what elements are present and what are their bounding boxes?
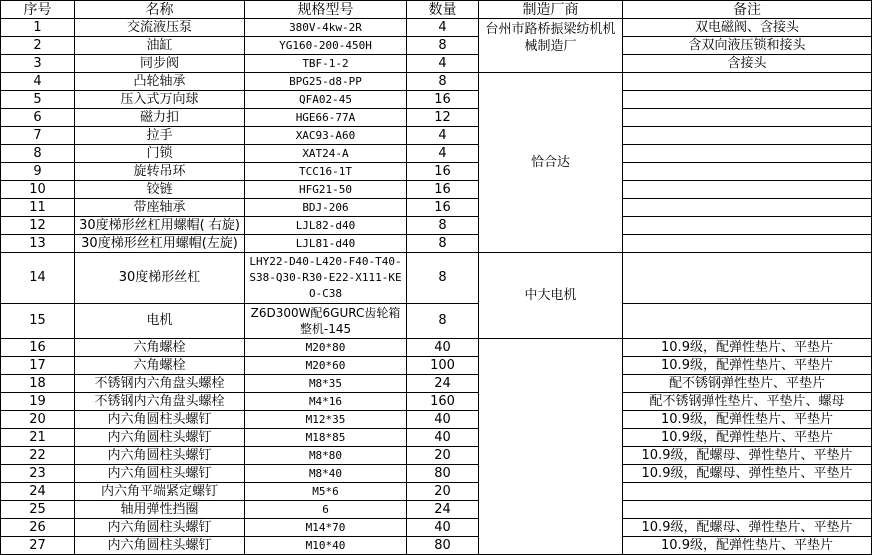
- cell-note[interactable]: 10.9级，配弹性垫片、平垫片: [623, 411, 872, 429]
- cell-name[interactable]: 不锈钢内六角盘头螺栓: [75, 375, 245, 393]
- cell-no[interactable]: 1: [1, 19, 75, 37]
- header-spec[interactable]: 规格型号: [245, 1, 407, 19]
- cell-qty[interactable]: 160: [407, 393, 479, 411]
- cell-note[interactable]: [623, 181, 872, 199]
- table-row: [1, 465, 872, 483]
- cell-no[interactable]: 9: [1, 163, 75, 181]
- cell-qty[interactable]: 80: [407, 465, 479, 483]
- cell-spec[interactable]: M20*60: [245, 357, 407, 375]
- cell-qty[interactable]: 8: [407, 73, 479, 91]
- cell-name[interactable]: 内六角平端紧定螺钉: [75, 483, 245, 501]
- cell-no[interactable]: 3: [1, 55, 75, 73]
- cell-name[interactable]: 门锁: [75, 145, 245, 163]
- cell-name[interactable]: 六角螺栓: [75, 357, 245, 375]
- cell-no[interactable]: 12: [1, 217, 75, 235]
- cell-qty[interactable]: 8: [407, 37, 479, 55]
- cell-no[interactable]: 2: [1, 37, 75, 55]
- cell-no[interactable]: 27: [1, 537, 75, 555]
- cell-note[interactable]: 10.9级，配螺母、弹性垫片、平垫片: [623, 519, 872, 537]
- cell-qty[interactable]: 40: [407, 339, 479, 357]
- cell-note[interactable]: 10.9级，配弹性垫片、平垫片: [623, 339, 872, 357]
- table-row: [1, 181, 872, 199]
- cell-spec[interactable]: M12*35: [245, 411, 407, 429]
- cell-note[interactable]: 10.9级，配弹性垫片、平垫片: [623, 357, 872, 375]
- cell-manufacturer[interactable]: 中大电机: [479, 253, 623, 339]
- cell-name[interactable]: 不锈钢内六角盘头螺栓: [75, 393, 245, 411]
- cell-qty[interactable]: 24: [407, 501, 479, 519]
- cell-no[interactable]: 18: [1, 375, 75, 393]
- table-row: [1, 253, 872, 304]
- cell-qty[interactable]: 4: [407, 55, 479, 73]
- cell-name[interactable]: 内六角圆柱头螺钉: [75, 411, 245, 429]
- cell-name[interactable]: 旋转吊环: [75, 163, 245, 181]
- cell-note[interactable]: [623, 253, 872, 304]
- cell-note[interactable]: 配不锈钢弹性垫片、平垫片: [623, 375, 872, 393]
- cell-note[interactable]: [623, 145, 872, 163]
- cell-name[interactable]: 同步阀: [75, 55, 245, 73]
- cell-note[interactable]: [623, 73, 872, 91]
- table-row: [1, 339, 872, 357]
- cell-name[interactable]: 30度梯形丝杠用螺帽(左旋): [75, 235, 245, 253]
- cell-spec[interactable]: M8*35: [245, 375, 407, 393]
- cell-manufacturer[interactable]: 恰合达: [479, 73, 623, 253]
- cell-name[interactable]: 内六角圆柱头螺钉: [75, 519, 245, 537]
- cell-manufacturer[interactable]: 台州市路桥振梁纺机机械制造厂: [479, 19, 623, 73]
- cell-spec[interactable]: LJL82-d40: [245, 217, 407, 235]
- table-row: [1, 199, 872, 217]
- table-row: [1, 235, 872, 253]
- cell-note[interactable]: [623, 217, 872, 235]
- cell-spec[interactable]: 380V-4kw-2R: [245, 19, 407, 37]
- table-row: [1, 37, 872, 55]
- cell-no[interactable]: 7: [1, 127, 75, 145]
- cell-no[interactable]: 25: [1, 501, 75, 519]
- cell-note[interactable]: [623, 501, 872, 519]
- header-name[interactable]: 名称: [75, 1, 245, 19]
- cell-qty[interactable]: 40: [407, 519, 479, 537]
- cell-no[interactable]: 20: [1, 411, 75, 429]
- cell-spec[interactable]: M5*6: [245, 483, 407, 501]
- cell-spec[interactable]: HGE66-77A: [245, 109, 407, 127]
- cell-name[interactable]: 带座轴承: [75, 199, 245, 217]
- cell-spec[interactable]: BDJ-206: [245, 199, 407, 217]
- table-row: [1, 393, 872, 411]
- cell-manufacturer-empty[interactable]: [479, 339, 623, 555]
- cell-name[interactable]: 交流液压泵: [75, 19, 245, 37]
- cell-no[interactable]: 6: [1, 109, 75, 127]
- cell-name[interactable]: 内六角圆柱头螺钉: [75, 537, 245, 555]
- cell-spec[interactable]: LJL81-d40: [245, 235, 407, 253]
- cell-note[interactable]: 含接头: [623, 55, 872, 73]
- header-row: [1, 1, 872, 19]
- cell-qty[interactable]: 4: [407, 19, 479, 37]
- cell-no[interactable]: 22: [1, 447, 75, 465]
- cell-spec[interactable]: TCC16-1T: [245, 163, 407, 181]
- cell-no[interactable]: 10: [1, 181, 75, 199]
- cell-qty[interactable]: 16: [407, 91, 479, 109]
- header-no[interactable]: 序号: [1, 1, 75, 19]
- table-row: [1, 519, 872, 537]
- cell-spec[interactable]: TBF-1-2: [245, 55, 407, 73]
- cell-spec[interactable]: Z6D300W配6GURC齿轮箱整机-145: [245, 304, 407, 339]
- cell-note[interactable]: 10.9级，配螺母、弹性垫片、平垫片: [623, 465, 872, 483]
- cell-spec[interactable]: LHY22-D40-L420-F40-T40-S38-Q30-R30-E22-X111-KEO-C38: [245, 253, 407, 304]
- cell-qty[interactable]: 16: [407, 181, 479, 199]
- cell-no[interactable]: 16: [1, 339, 75, 357]
- cell-note[interactable]: [623, 199, 872, 217]
- cell-no[interactable]: 15: [1, 304, 75, 339]
- cell-no[interactable]: 5: [1, 91, 75, 109]
- cell-note[interactable]: 10.9级，配弹性垫片、平垫片: [623, 429, 872, 447]
- cell-no[interactable]: 13: [1, 235, 75, 253]
- cell-spec[interactable]: YG160-200-450H: [245, 37, 407, 55]
- cell-no[interactable]: 24: [1, 483, 75, 501]
- table-row: [1, 145, 872, 163]
- table-row: [1, 304, 872, 339]
- cell-qty[interactable]: 8: [407, 304, 479, 339]
- cell-note[interactable]: [623, 163, 872, 181]
- cell-name[interactable]: 拉手: [75, 127, 245, 145]
- cell-qty[interactable]: 16: [407, 199, 479, 217]
- cell-no[interactable]: 19: [1, 393, 75, 411]
- cell-qty[interactable]: 40: [407, 429, 479, 447]
- cell-spec[interactable]: XAC93-A60: [245, 127, 407, 145]
- cell-spec[interactable]: M10*40: [245, 537, 407, 555]
- table-row: [1, 501, 872, 519]
- cell-note[interactable]: 双电磁阀、含接头: [623, 19, 872, 37]
- cell-qty[interactable]: 80: [407, 537, 479, 555]
- cell-name[interactable]: 铰链: [75, 181, 245, 199]
- cell-note[interactable]: [623, 235, 872, 253]
- table-row: [1, 55, 872, 73]
- cell-note[interactable]: 配不锈钢弹性垫片、平垫片、螺母: [623, 393, 872, 411]
- cell-no[interactable]: 11: [1, 199, 75, 217]
- table-row: [1, 375, 872, 393]
- table-row: [1, 19, 872, 37]
- table-row: [1, 357, 872, 375]
- table-row: [1, 91, 872, 109]
- cell-qty[interactable]: 24: [407, 375, 479, 393]
- cell-name[interactable]: 30度梯形丝杠用螺帽( 右旋): [75, 217, 245, 235]
- cell-note[interactable]: 含双向液压锁和接头: [623, 37, 872, 55]
- cell-qty[interactable]: 8: [407, 217, 479, 235]
- cell-qty[interactable]: 4: [407, 127, 479, 145]
- cell-qty[interactable]: 20: [407, 483, 479, 501]
- cell-name[interactable]: 30度梯形丝杠: [75, 253, 245, 304]
- cell-note[interactable]: [623, 304, 872, 339]
- cell-qty[interactable]: 40: [407, 411, 479, 429]
- cell-name[interactable]: 轴用弹性挡圈: [75, 501, 245, 519]
- cell-spec[interactable]: M8*40: [245, 465, 407, 483]
- cell-qty[interactable]: 16: [407, 163, 479, 181]
- table-row: [1, 429, 872, 447]
- table-row: [1, 483, 872, 501]
- header-qty[interactable]: 数量: [407, 1, 479, 19]
- cell-name[interactable]: 油缸: [75, 37, 245, 55]
- cell-note[interactable]: [623, 127, 872, 145]
- cell-no[interactable]: 26: [1, 519, 75, 537]
- cell-no[interactable]: 17: [1, 357, 75, 375]
- cell-spec[interactable]: M8*80: [245, 447, 407, 465]
- table-row: [1, 217, 872, 235]
- table-row: [1, 411, 872, 429]
- cell-name[interactable]: 磁力扣: [75, 109, 245, 127]
- cell-spec[interactable]: M14*70: [245, 519, 407, 537]
- cell-no[interactable]: 14: [1, 253, 75, 304]
- cell-qty[interactable]: 12: [407, 109, 479, 127]
- cell-note[interactable]: [623, 483, 872, 501]
- cell-name[interactable]: 凸轮轴承: [75, 73, 245, 91]
- table-row: [1, 537, 872, 555]
- cell-note[interactable]: [623, 109, 872, 127]
- cell-no[interactable]: 23: [1, 465, 75, 483]
- cell-name[interactable]: 六角螺栓: [75, 339, 245, 357]
- cell-note[interactable]: [623, 91, 872, 109]
- cell-note[interactable]: 10.9级，配螺母、弹性垫片、平垫片: [623, 447, 872, 465]
- cell-qty[interactable]: 20: [407, 447, 479, 465]
- header-manufacturer[interactable]: 制造厂商: [479, 1, 623, 19]
- cell-spec[interactable]: M4*16: [245, 393, 407, 411]
- cell-no[interactable]: 8: [1, 145, 75, 163]
- cell-spec[interactable]: M20*80: [245, 339, 407, 357]
- cell-qty[interactable]: 100: [407, 357, 479, 375]
- cell-qty[interactable]: 8: [407, 235, 479, 253]
- header-note[interactable]: 备注: [623, 1, 872, 19]
- cell-name[interactable]: 压入式万向球: [75, 91, 245, 109]
- cell-spec[interactable]: HFG21-50: [245, 181, 407, 199]
- cell-spec[interactable]: M18*85: [245, 429, 407, 447]
- cell-spec[interactable]: 6: [245, 501, 407, 519]
- table-row: [1, 109, 872, 127]
- cell-note[interactable]: 10.9级，配弹性垫片、平垫片: [623, 537, 872, 555]
- cell-qty[interactable]: 4: [407, 145, 479, 163]
- table-row: [1, 163, 872, 181]
- table-row: [1, 127, 872, 145]
- cell-no[interactable]: 21: [1, 429, 75, 447]
- cell-spec[interactable]: BPG25-d8-PP: [245, 73, 407, 91]
- cell-qty[interactable]: 8: [407, 253, 479, 304]
- table-row: [1, 73, 872, 91]
- cell-spec[interactable]: QFA02-45: [245, 91, 407, 109]
- cell-spec[interactable]: XAT24-A: [245, 145, 407, 163]
- cell-name[interactable]: 电机: [75, 304, 245, 339]
- cell-name[interactable]: 内六角圆柱头螺钉: [75, 429, 245, 447]
- table-row: [1, 447, 872, 465]
- cell-name[interactable]: 内六角圆柱头螺钉: [75, 465, 245, 483]
- cell-no[interactable]: 4: [1, 73, 75, 91]
- cell-name[interactable]: 内六角圆柱头螺钉: [75, 447, 245, 465]
